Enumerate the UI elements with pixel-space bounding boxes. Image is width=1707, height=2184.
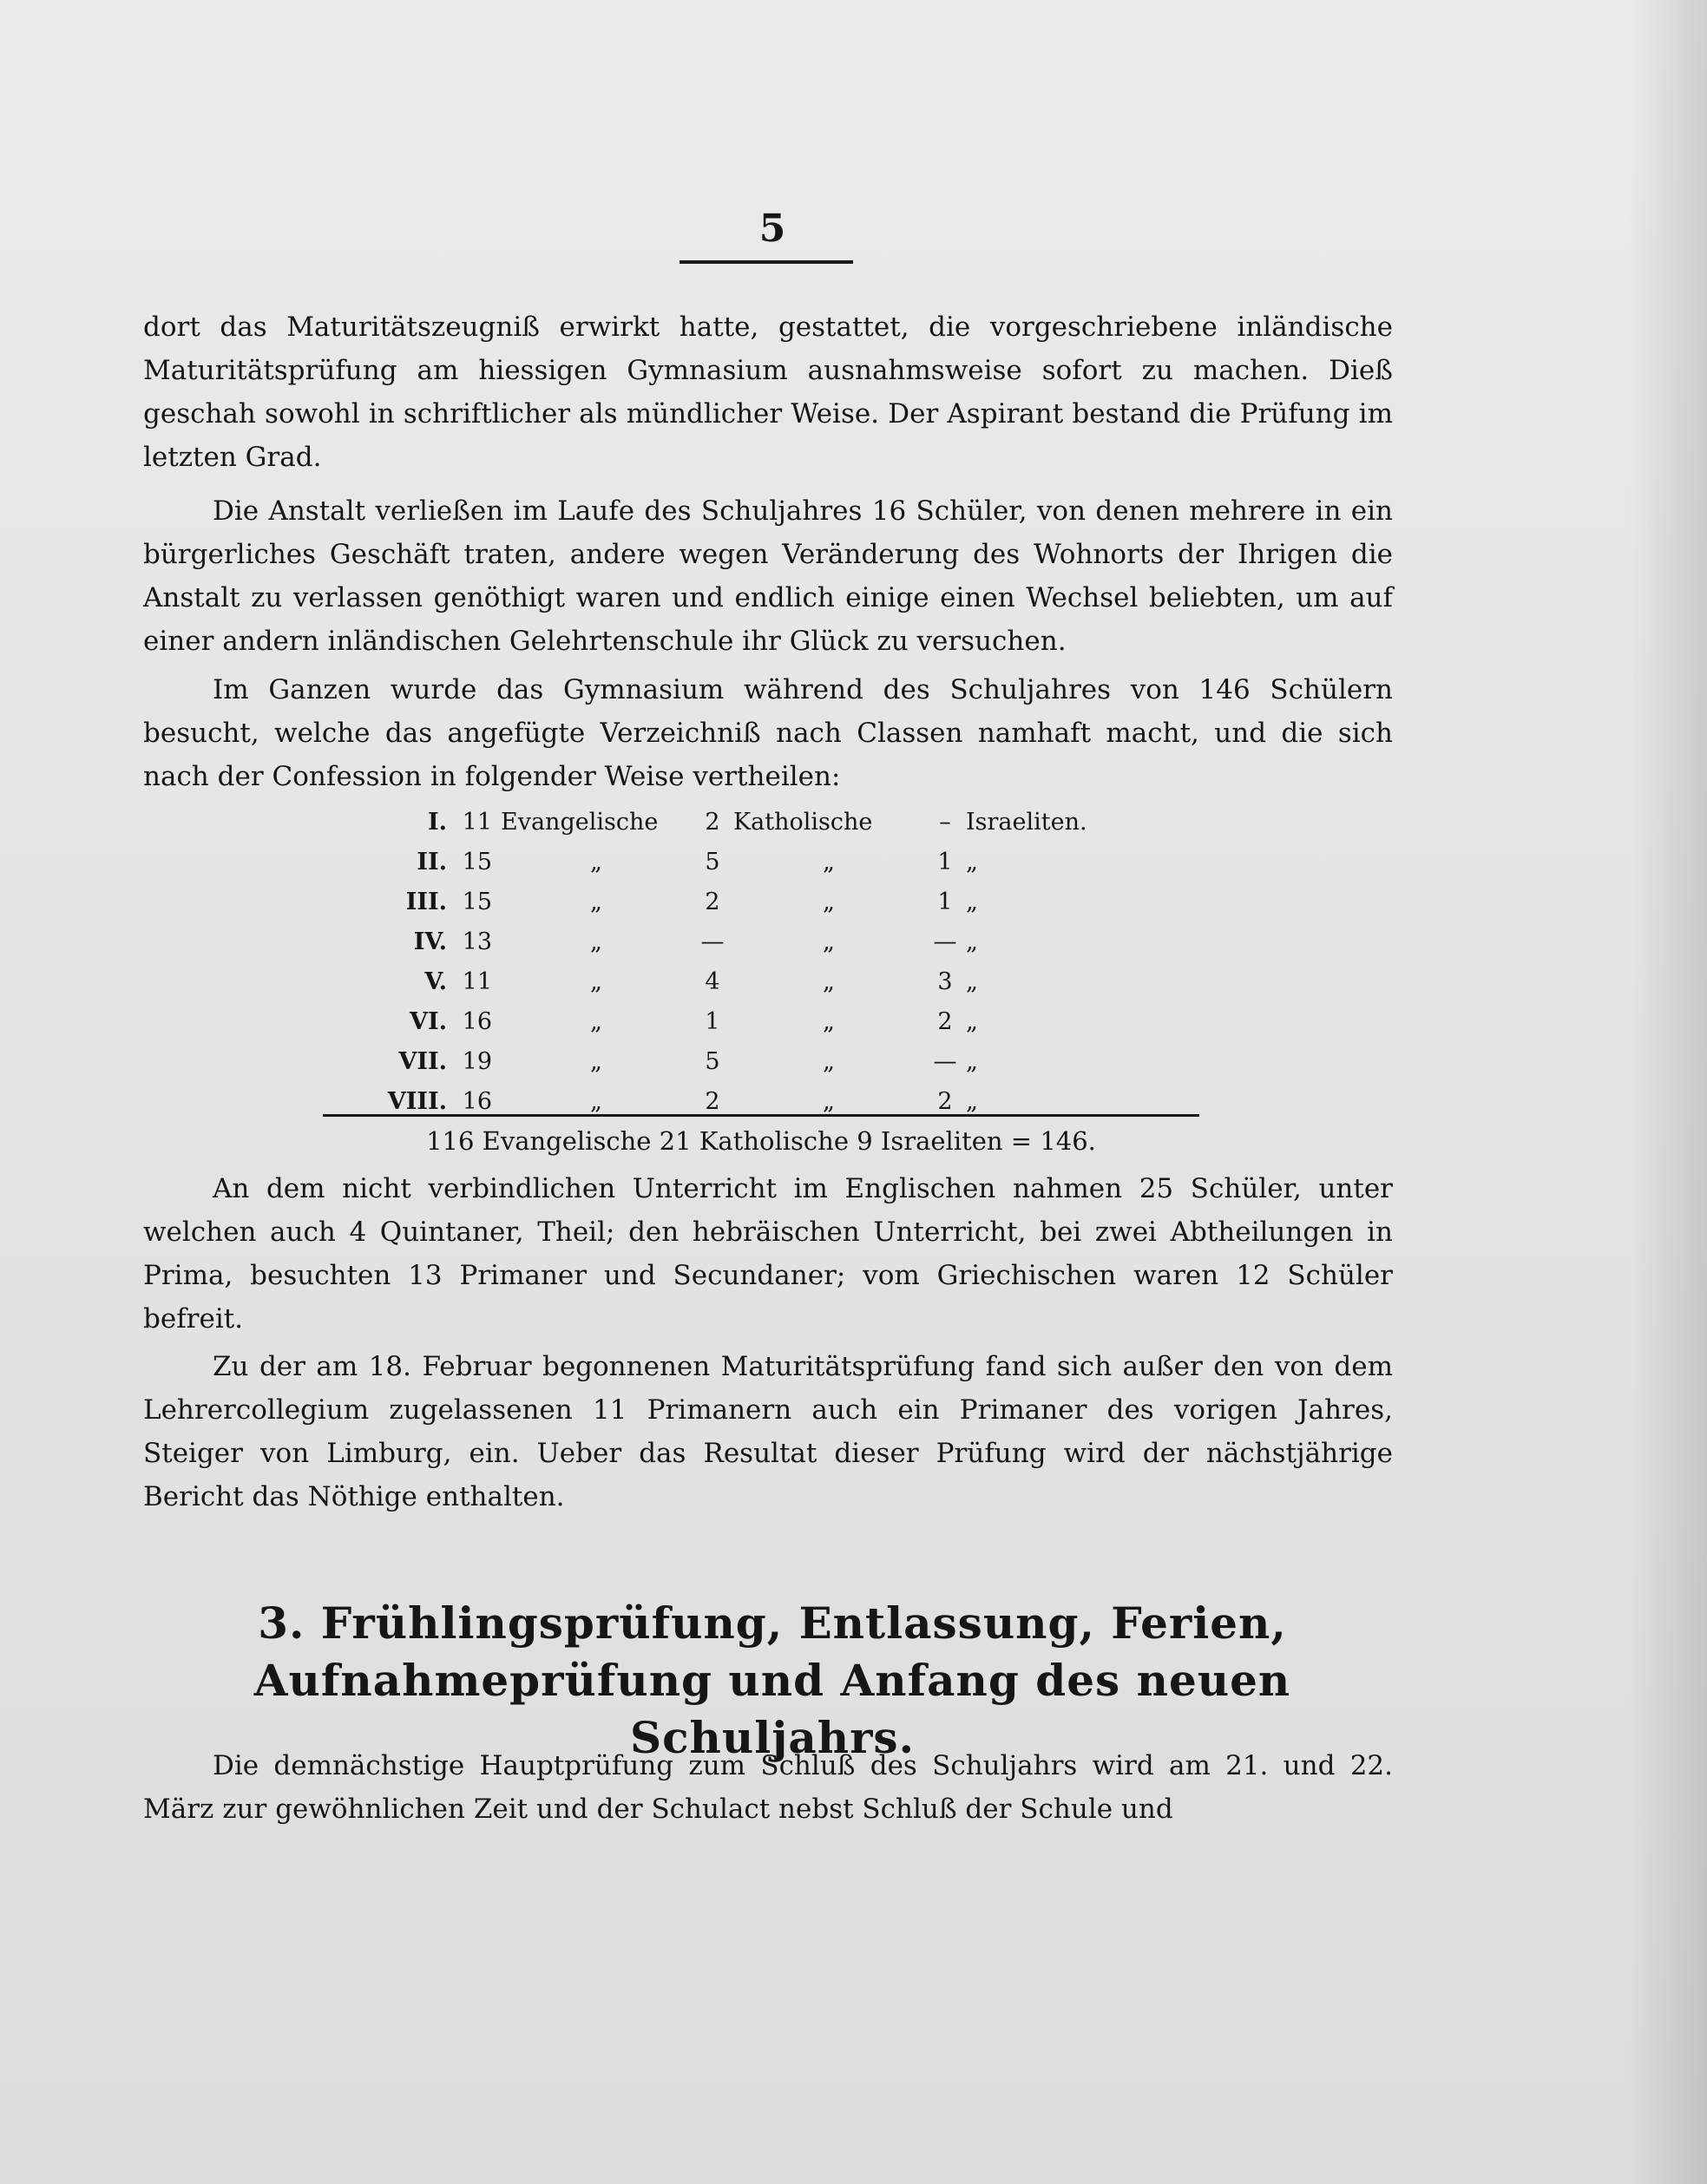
paragraph-students-left xyxy=(143,489,1393,663)
page-number: 5 xyxy=(758,207,786,251)
catholic-count: 5 xyxy=(705,848,720,876)
catholic-count: 2 xyxy=(705,808,720,836)
catholic-label: Katholische xyxy=(733,808,873,836)
table-row xyxy=(364,882,1096,921)
class-cell: I. xyxy=(427,808,447,836)
class-cell: III. xyxy=(405,888,447,915)
israelite-count: 1 xyxy=(937,848,953,876)
table-row xyxy=(364,921,1096,961)
header-rule xyxy=(680,260,853,264)
class-cell: VIII. xyxy=(387,1087,447,1115)
israelite-label: „ xyxy=(966,1047,978,1075)
israelite-count: 1 xyxy=(937,888,953,915)
evangelical-label: „ xyxy=(590,848,602,876)
catholic-label: „ xyxy=(823,888,835,915)
class-cell: VI. xyxy=(410,1007,447,1035)
table-row xyxy=(364,802,1096,842)
table-row xyxy=(364,961,1096,1001)
class-cell: II. xyxy=(417,848,447,876)
catholic-count: — xyxy=(700,928,725,955)
paragraph-optional-classes xyxy=(143,1167,1393,1341)
evangelical-label: „ xyxy=(590,888,602,915)
paragraph-text: dort das Maturitätszeugniß erwirkt hatte, gestattet, die vorgeschriebene inländische Maturitätsprüfung am hiessigen Gymnasium ausnahmsweise sofort zu machen. Dieß geschah sowohl in schriftlicher als mündlicher Weise. Der Aspirant bestand die Prüfung im letzten Grad. xyxy=(143,312,1393,473)
israelite-count: 3 xyxy=(937,967,953,995)
israelite-label: „ xyxy=(966,1007,978,1035)
israelite-label: Israeliten. xyxy=(966,808,1087,836)
catholic-count: 4 xyxy=(705,967,720,995)
israelite-label: „ xyxy=(966,967,978,995)
evangelical-label: „ xyxy=(590,1087,602,1115)
israelite-count: — xyxy=(933,928,957,955)
section-heading: 3. Frühlingsprüfung, Entlassung, Ferien, Aufnahmeprüfung und Anfang des neuen Schuljahrs. xyxy=(253,1597,1291,1763)
confession-table-body xyxy=(364,802,1096,1121)
israelite-count: – xyxy=(939,808,951,836)
evangelical-count: 15 xyxy=(462,848,492,876)
catholic-label: „ xyxy=(823,928,835,955)
table-row xyxy=(364,1041,1096,1081)
confession-table xyxy=(364,802,1096,1121)
israelite-label: „ xyxy=(966,848,978,876)
evangelical-count: 13 xyxy=(462,928,492,955)
evangelical-label: „ xyxy=(590,1007,602,1035)
paragraph-maturity-exam xyxy=(143,305,1393,479)
evangelical-count: 16 xyxy=(462,1087,492,1115)
paragraph-text: Im Ganzen wurde das Gymnasium während des Schuljahres von 146 Schülern besucht, welche das angefügte Verzeichniß nach Classen namhaft macht, und die sich nach der Confession in folgender Weise vertheilen: xyxy=(143,674,1393,792)
catholic-label: „ xyxy=(823,848,835,876)
israelite-count: — xyxy=(933,1047,957,1075)
israelite-label: „ xyxy=(966,1087,978,1115)
paragraph-text: Zu der am 18. Februar begonnenen Maturitätsprüfung fand sich außer den von dem Lehrercollegium zugelassenen 11 Primanern auch ein Primaner des vorigen Jahres, Steiger von Limburg, ein. Ueber das Resultat dieser Prüfung wird der nächstjährige Bericht das Nöthige enthalten. xyxy=(143,1351,1393,1512)
paragraph-text: Die demnächstige Hauptprüfung zum Schluß des Schuljahrs wird am 21. und 22. März zur gewöhnlichen Zeit und der Schulact nebst Schluß der Schule und xyxy=(143,1750,1393,1825)
catholic-count: 5 xyxy=(705,1047,720,1075)
evangelical-count: 11 xyxy=(462,967,492,995)
israelite-label: „ xyxy=(966,888,978,915)
evangelical-label: „ xyxy=(590,1047,602,1075)
evangelical-label: Evangelische xyxy=(501,808,659,836)
israelite-count: 2 xyxy=(937,1007,953,1035)
evangelical-count: 19 xyxy=(462,1047,492,1075)
table-row xyxy=(364,1001,1096,1041)
table-row xyxy=(364,842,1096,882)
paragraph-february-exam xyxy=(143,1345,1393,1518)
evangelical-count: 11 xyxy=(462,808,492,836)
catholic-label: „ xyxy=(823,1047,835,1075)
catholic-count: 1 xyxy=(705,1007,720,1035)
catholic-count: 2 xyxy=(705,1087,720,1115)
evangelical-count: 16 xyxy=(462,1007,492,1035)
israelite-label: „ xyxy=(966,928,978,955)
paragraph-text: An dem nicht verbindlichen Unterricht im Englischen nahmen 25 Schüler, unter welchen auch 4 Quintaner, Theil; den hebräischen Unterricht, bei zwei Abtheilungen in Prima, besuchten 13 Primaner und Secundaner; vom Griechischen waren 12 Schüler befreit. xyxy=(143,1173,1393,1335)
catholic-label: „ xyxy=(823,1087,835,1115)
total-rule xyxy=(323,1114,1199,1117)
israelite-count: 2 xyxy=(937,1087,953,1115)
class-cell: VII. xyxy=(398,1047,447,1075)
table-total: 116 Evangelische 21 Katholische 9 Israeliten = 146. xyxy=(426,1126,1096,1156)
evangelical-label: „ xyxy=(590,967,602,995)
catholic-label: „ xyxy=(823,1007,835,1035)
paragraph-total-students xyxy=(143,668,1393,798)
catholic-count: 2 xyxy=(705,888,720,915)
evangelical-label: „ xyxy=(590,928,602,955)
paragraph-main-exam xyxy=(143,1744,1393,1831)
evangelical-count: 15 xyxy=(462,888,492,915)
paragraph-text: Die Anstalt verließen im Laufe des Schuljahres 16 Schüler, von denen mehrere in ein bürgerliches Geschäft traten, andere wegen Veränderung des Wohnorts der Ihrigen die Anstalt zu verlassen genöthigt waren und endlich einige einen Wechsel beliebten, um auf einer andern inländischen Gelehrtenschule ihr Glück zu versuchen. xyxy=(143,495,1393,657)
class-cell: IV. xyxy=(413,928,447,955)
catholic-label: „ xyxy=(823,967,835,995)
class-cell: V. xyxy=(424,967,447,995)
